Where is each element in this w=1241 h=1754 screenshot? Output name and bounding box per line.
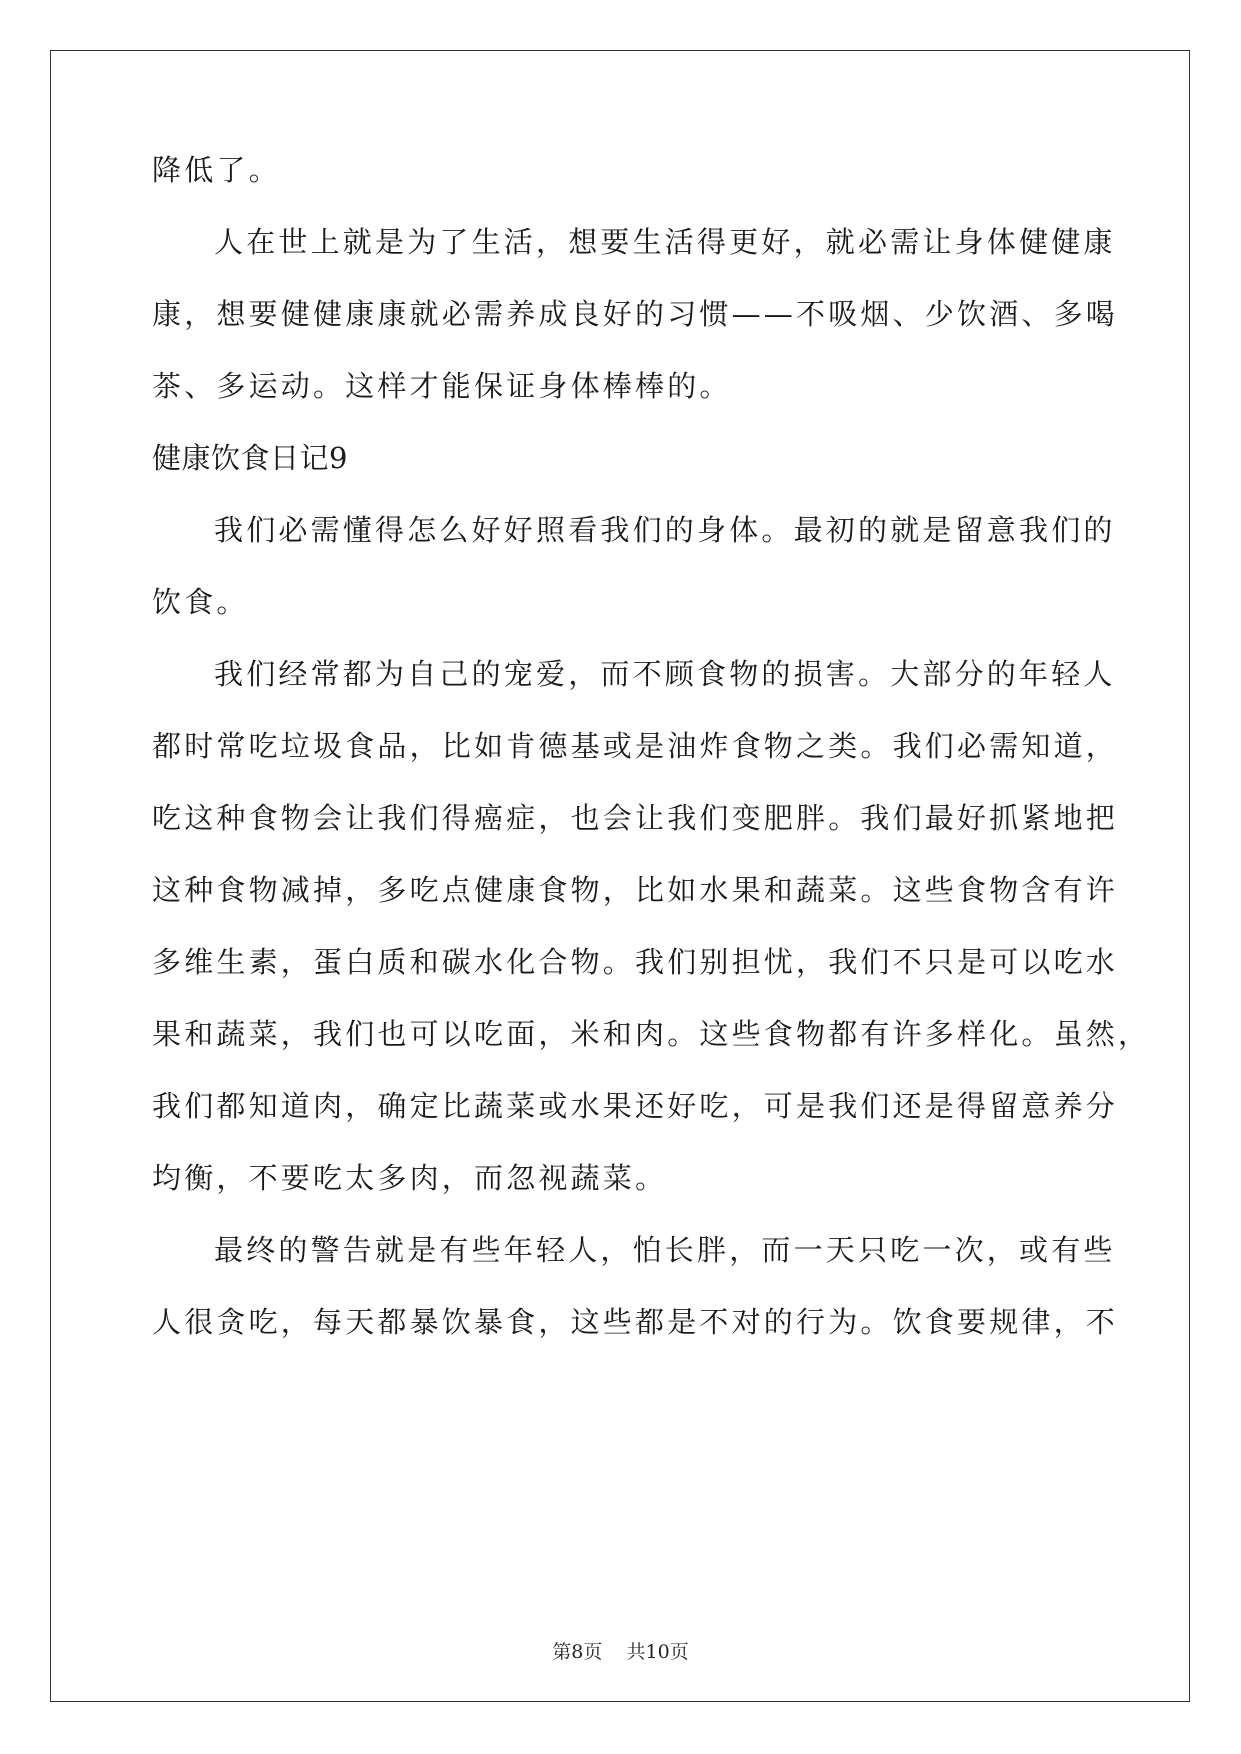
page-number: 第8页 <box>552 1641 603 1663</box>
text-line: 降低了。 <box>152 153 281 187</box>
text-line: 我们都知道肉，确定比蔬菜或水果还好吃，可是我们还是得留意养分 <box>152 1089 1119 1123</box>
text-line: 茶、多运动。这样才能保证身体棒棒的。 <box>152 369 732 403</box>
text-line: 多维生素，蛋白质和碳水化合物。我们别担忧，我们不只是可以吃水 <box>152 945 1119 979</box>
paragraph-start: 人在世上就是为了生活，想要生活得更好，就必需让身体健健康 <box>214 225 1116 259</box>
text-line: 这种食物减掉，多吃点健康食物，比如水果和蔬菜。这些食物含有许 <box>152 873 1119 907</box>
paragraph-start: 我们经常都为自己的宠爱，而不顾食物的损害。大部分的年轻人 <box>214 657 1116 691</box>
text-line: 吃这种食物会让我们得癌症，也会让我们变肥胖。我们最好抓紧地把 <box>152 801 1119 835</box>
paragraph-start: 我们必需懂得怎么好好照看我们的身体。最初的就是留意我们的 <box>214 513 1116 547</box>
page-footer <box>0 1640 1241 1664</box>
text-line: 均衡，不要吃太多肉，而忽视蔬菜。 <box>152 1161 668 1195</box>
page-total: 共10页 <box>626 1641 689 1663</box>
text-line: 康，想要健健康康就必需养成良好的习惯——不吸烟、少饮酒、多喝 <box>152 297 1119 331</box>
text-line: 都时常吃垃圾食品，比如肯德基或是油炸食物之类。我们必需知道， <box>152 729 1119 763</box>
section-heading: 健康饮食日记9 <box>152 441 348 475</box>
text-line: 果和蔬菜，我们也可以吃面，米和肉。这些食物都有许多样化。虽然， <box>152 1017 1151 1051</box>
text-line: 饮食。 <box>152 585 249 619</box>
paragraph-start: 最终的警告就是有些年轻人，怕长胖，而一天只吃一次，或有些 <box>214 1233 1116 1267</box>
text-line: 人很贪吃，每天都暴饮暴食，这些都是不对的行为。饮食要规律，不 <box>152 1305 1119 1339</box>
